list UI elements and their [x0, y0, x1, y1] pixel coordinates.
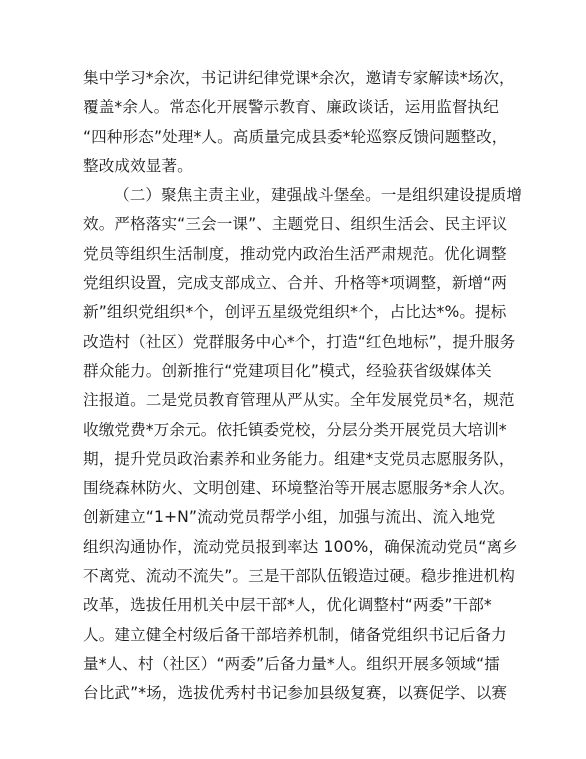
document-body	[83, 64, 523, 709]
text-line-14: 期，提升党员政治素养和业务能力。组建*支党员志愿服务队，	[83, 449, 515, 468]
text-line-12: 注报道。二是党员教育管理从严从实。全年发展党员*名，规范	[83, 391, 515, 410]
text-line-10: 改造村（社区）党群服务中心*个，打造“红色地标”，提升服务	[83, 332, 516, 351]
text-line-17: 组织沟通协作，流动党员报到率达 100%，确保流动党员“离乡	[83, 537, 518, 556]
text-line-19: 改革，选拔任用机关中层干部*人，优化调整村“两委”干部*	[83, 596, 492, 615]
text-line-20: 人。建立健全村级后备干部培养机制，储备党组织书记后备力	[83, 625, 507, 644]
text-line-8: 党组织设置，完成支部成立、合并、升格等*项调整，新增“两	[83, 274, 508, 293]
text-line-15: 围绕森林防火、文明创建、环境整治等开展志愿服务*余人次。	[83, 479, 515, 498]
text-line-18: 不离党、流动不流失”。三是干部队伍锻造过硬。稳步推进机构	[83, 567, 515, 586]
text-line-7: 党员等组织生活制度，推动党内政治生活严肃规范。优化调整	[83, 244, 507, 263]
text-line-4: 整改成效显著。	[83, 156, 193, 175]
text-line-16: 创新建立“1+N”流动党员帮学小组，加强与流出、流入地党	[83, 508, 496, 527]
text-line-6: 效。严格落实“三会一课”、主题党日、组织生活会、民主评议	[83, 215, 508, 234]
text-line-13: 收缴党费*万余元。依托镇委党校，分层分类开展党员大培训*	[83, 420, 507, 439]
text-line-11: 群众能力。创新推行“党建项目化”模式，经验获省级媒体关	[83, 361, 492, 380]
text-line-9: 新”组织党组织*个，创评五星级党组织*个，占比达*%。提标	[83, 303, 507, 322]
text-line-22: 台比武”*场，选拔优秀村书记参加县级复赛，以赛促学、以赛	[83, 684, 508, 703]
text-line-21: 量*人、村（社区）“两委”后备力量*人。组织开展多领域“擂	[83, 654, 500, 673]
text-line-1: 集中学习*余次，书记讲纪律党课*余次，邀请专家解读*场次，	[83, 69, 515, 87]
paragraph-heading-line: （二）聚焦主责主业，建强战斗堡垒。一是组织建设提质增	[114, 186, 523, 205]
text-line-3: “四种形态”处理*人。高质量完成县委*轮巡察反馈问题整改，	[83, 127, 508, 146]
text-line-2: 覆盖*余人。常态化开展警示教育、廉政谈话，运用监督执纪	[83, 98, 499, 117]
